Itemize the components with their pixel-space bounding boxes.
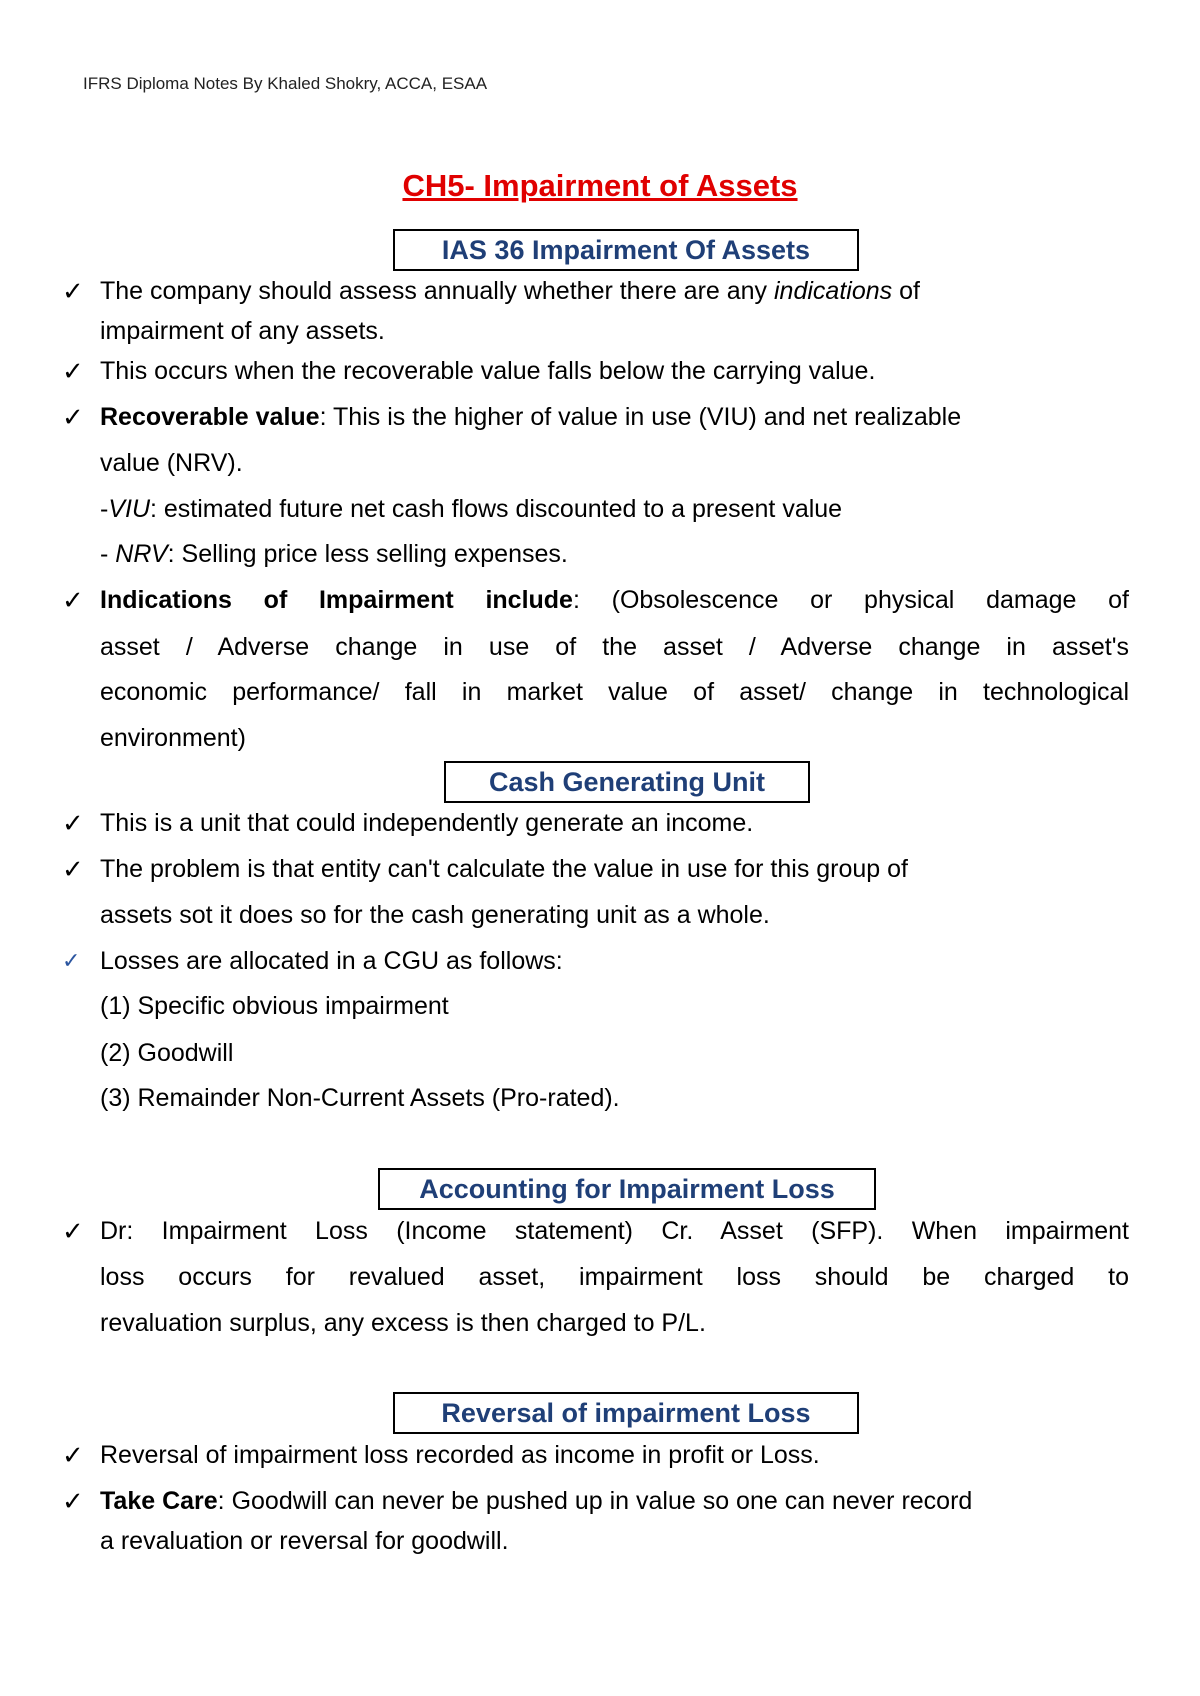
section-heading-reversal: Reversal of impairment Loss <box>393 1392 859 1434</box>
check-icon: ✓ <box>62 808 84 838</box>
bullet-text: This occurs when the recoverable value falls below the carrying value. <box>100 357 876 385</box>
bullet-text: The company should assess annually whether there are any indications of <box>100 277 920 305</box>
bullet-text-continued: economic performance/ fall in market value of asset/ change in technological <box>100 678 1129 706</box>
check-icon: ✓ <box>62 1440 84 1470</box>
page-title: CH5- Impairment of Assets <box>402 168 798 203</box>
bullet-text: Losses are allocated in a CGU as follows: <box>100 947 563 975</box>
bullet-text: Dr: Impairment Loss (Income statement) Cr. Asset (SFP). When impairment <box>100 1217 1129 1245</box>
check-icon: ✓ <box>62 1486 84 1516</box>
bullet-text: Reversal of impairment loss recorded as income in profit or Loss. <box>100 1441 820 1469</box>
bullet-text: Take Care: Goodwill can never be pushed up in value so one can never record <box>100 1487 973 1515</box>
check-icon: ✓ <box>62 402 84 432</box>
bullet-text-continued: value (NRV). <box>100 449 243 477</box>
list-item: (1) Specific obvious impairment <box>100 992 449 1020</box>
page-header: IFRS Diploma Notes By Khaled Shokry, ACCA, ESAA <box>83 74 488 93</box>
check-icon: ✓ <box>62 854 84 884</box>
check-icon: ✓ <box>62 1216 84 1246</box>
check-icon: ✓ <box>62 356 84 386</box>
section-heading-ias36: IAS 36 Impairment Of Assets <box>393 229 859 271</box>
bullet-text-continued: impairment of any assets. <box>100 317 385 345</box>
bullet-text-continued: loss occurs for revalued asset, impairment loss should be charged to <box>100 1263 1129 1291</box>
check-icon: ✓ <box>62 585 84 615</box>
check-icon: ✓ <box>62 948 81 973</box>
bullet-text-continued: environment) <box>100 724 246 752</box>
list-item: (3) Remainder Non-Current Assets (Pro-rated). <box>100 1084 620 1112</box>
check-icon: ✓ <box>62 276 84 306</box>
section-heading-accounting: Accounting for Impairment Loss <box>378 1168 876 1210</box>
bullet-text: This is a unit that could independently generate an income. <box>100 809 754 837</box>
bullet-text-continued: assets sot it does so for the cash generating unit as a whole. <box>100 901 770 929</box>
bullet-text-continued: revaluation surplus, any excess is then charged to P/L. <box>100 1309 706 1337</box>
viu-definition: -VIU: estimated future net cash flows discounted to a present value <box>100 495 843 523</box>
bullet-text-continued: a revaluation or reversal for goodwill. <box>100 1527 509 1555</box>
section-heading-cgu: Cash Generating Unit <box>444 761 810 803</box>
list-item: (2) Goodwill <box>100 1039 234 1067</box>
bullet-text: Recoverable value: This is the higher of value in use (VIU) and net realizable <box>100 403 962 431</box>
bullet-text: The problem is that entity can't calculate the value in use for this group of <box>100 855 908 883</box>
bullet-text-continued: asset / Adverse change in use of the asset / Adverse change in asset's <box>100 633 1129 661</box>
nrv-definition: - NRV: Selling price less selling expenses. <box>100 540 568 568</box>
bullet-text: Indications of Impairment include: (Obsolescence or physical damage of <box>100 586 1129 614</box>
